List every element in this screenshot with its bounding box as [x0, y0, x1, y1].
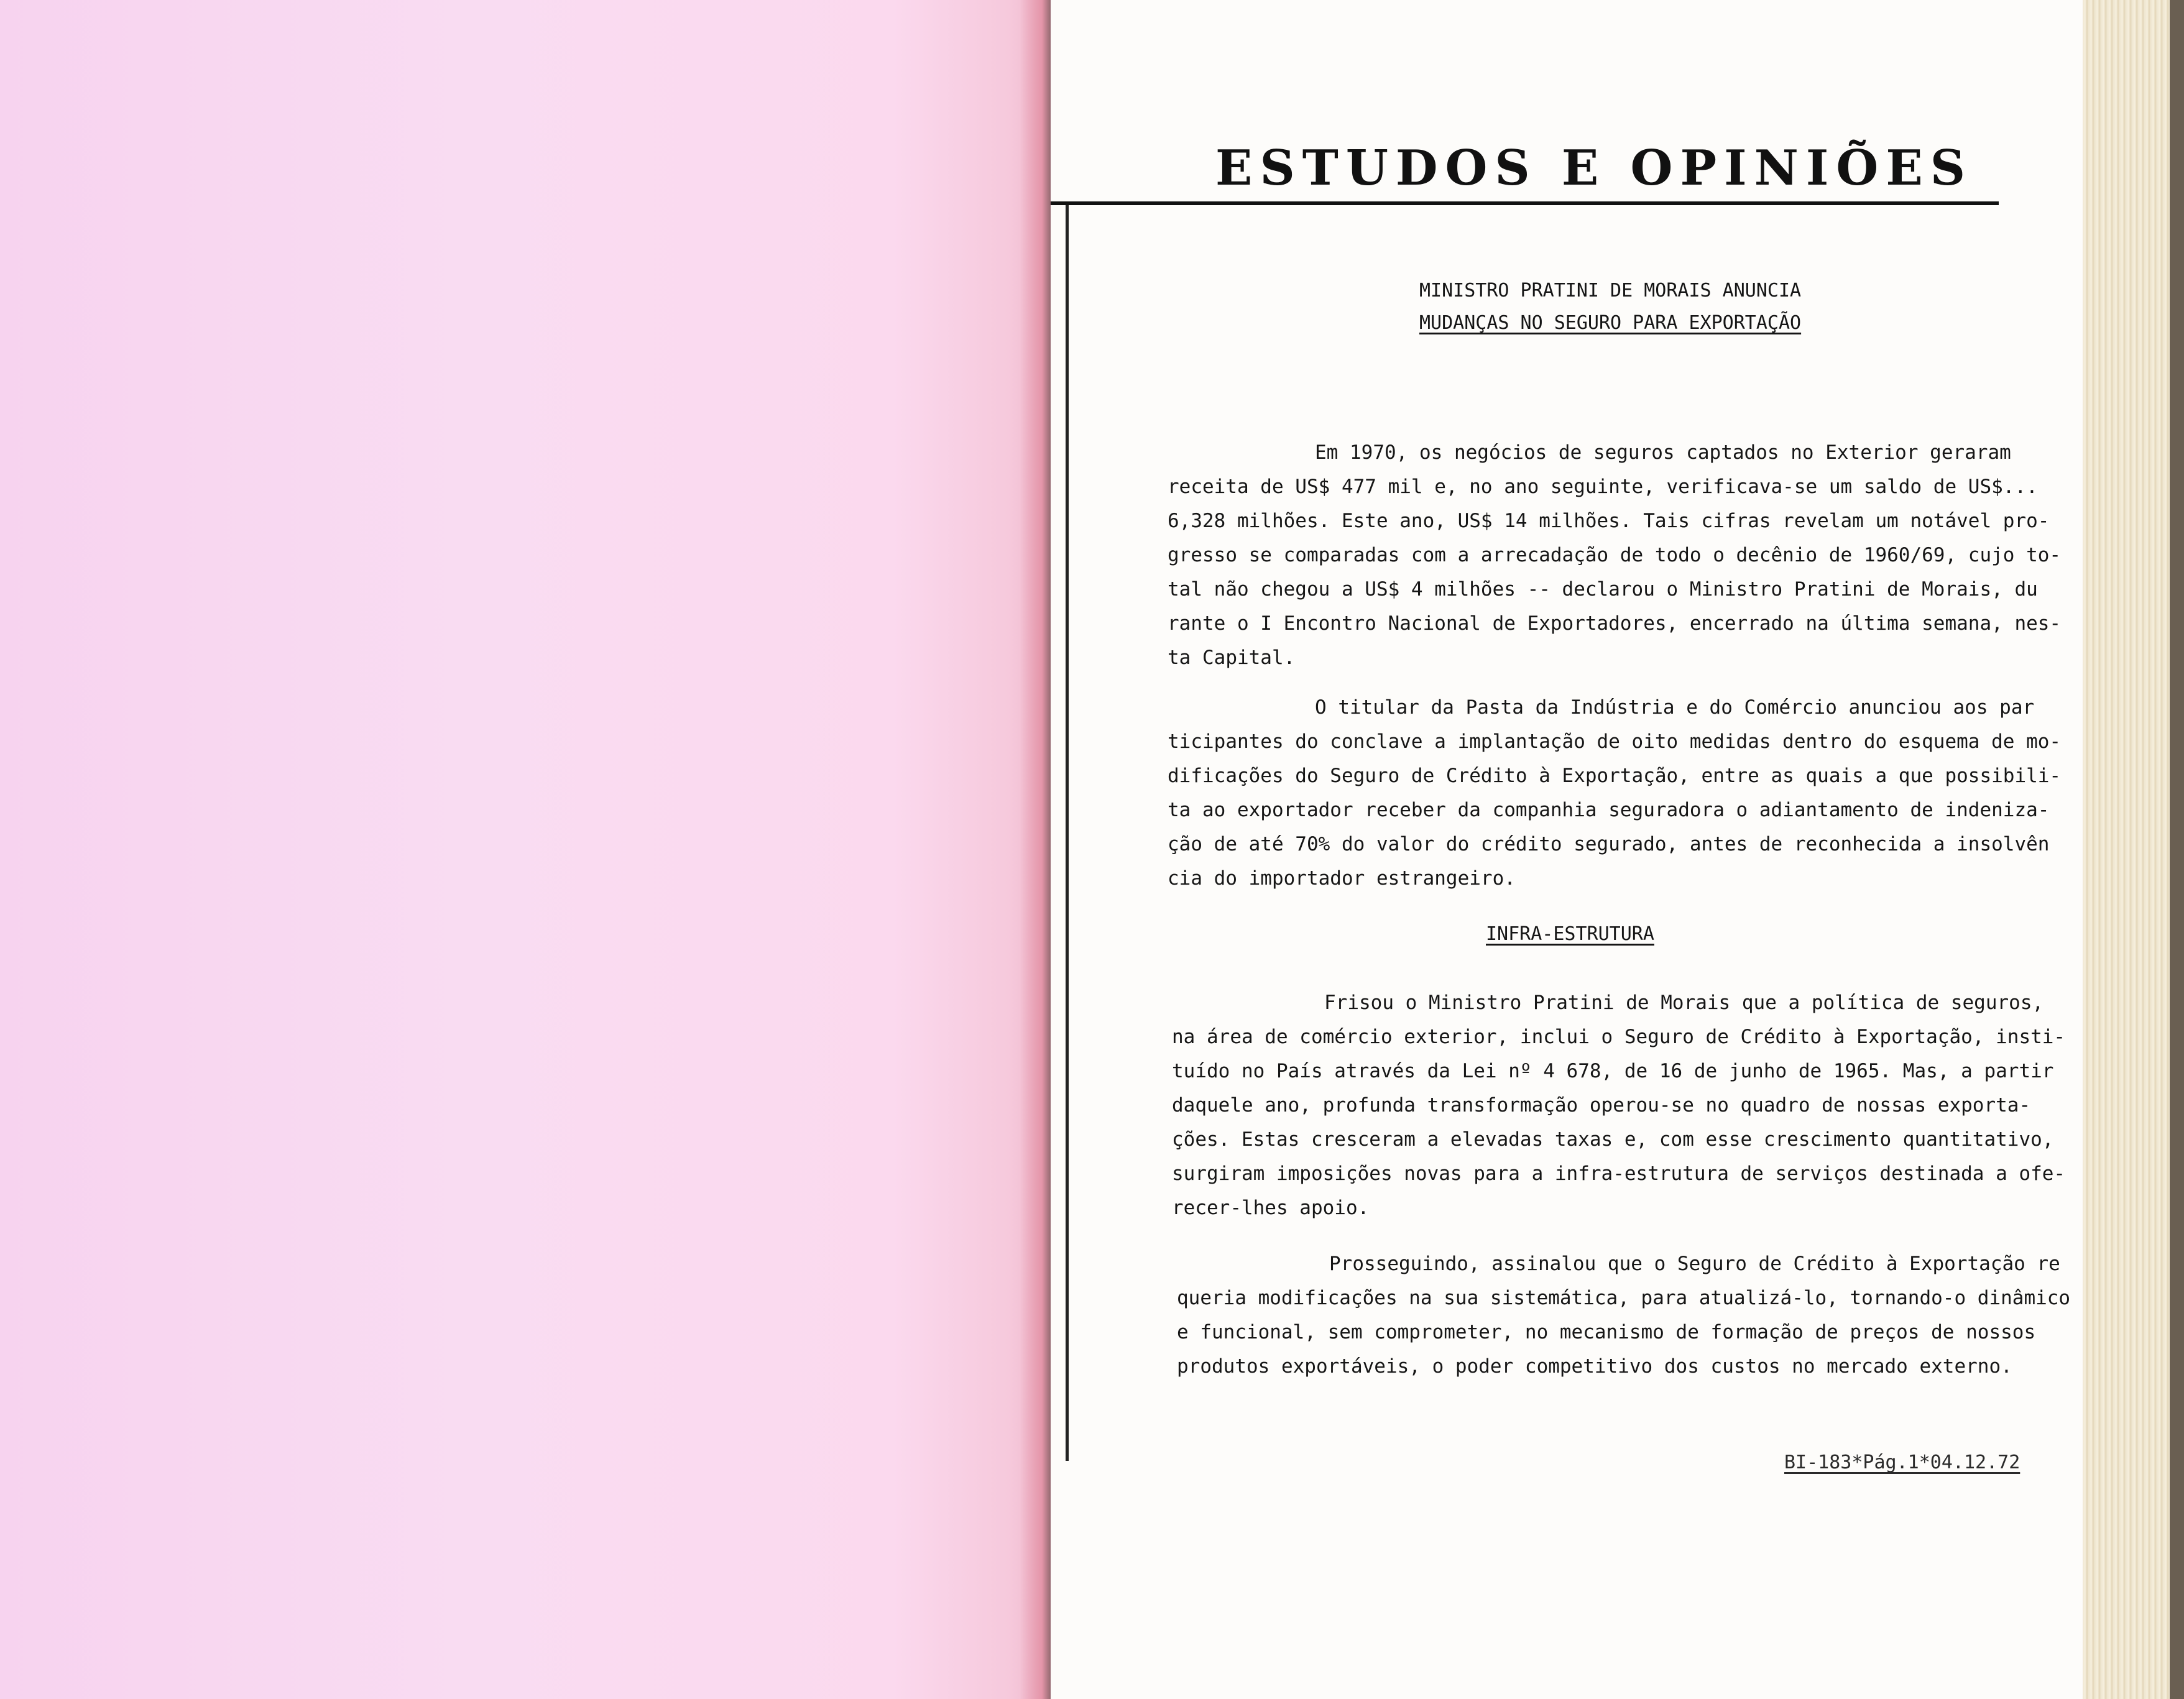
paragraph-3-line: recer-lhes apoio. [1172, 1197, 1370, 1219]
paragraph-2-line: ção de até 70% do valor do crédito segurado, antes de reconhecida a insolvên [1168, 833, 2050, 855]
blank-left-page [0, 0, 1051, 1699]
book-cover-edge [2170, 0, 2184, 1699]
headline-line-2: MUDANÇAS NO SEGURO PARA EXPORTAÇÃO [1419, 312, 1802, 334]
page-reference: BI-183*Pág.1*04.12.72 [1784, 1452, 2020, 1473]
paragraph-1-line: ta Capital. [1168, 647, 1296, 669]
paragraph-2-line: ticipantes do conclave a implantação de oito medidas dentro do esquema de mo- [1168, 730, 2062, 753]
paragraph-3-line: Frisou o Ministro Pratini de Morais que a política de seguros, [1324, 992, 2044, 1014]
paragraph-2-line: ta ao exportador receber da companhia seguradora o adiantamento de indeniza- [1168, 799, 2050, 821]
paragraph-3-line: surgiram imposições novas para a infra-estrutura de serviços destinada a ofe- [1172, 1163, 2066, 1185]
paragraph-1-line: rante o I Encontro Nacional de Exportadores, encerrado na última semana, nes- [1168, 612, 2062, 635]
margin-rule [1066, 205, 1069, 1461]
paragraph-1-line: gresso se comparadas com a arrecadação de todo o decênio de 1960/69, cujo to- [1168, 544, 2062, 566]
paragraph-4-line: e funcional, sem comprometer, no mecanismo de formação de preços de nossos [1177, 1321, 2036, 1343]
paragraph-1-line: Em 1970, os negócios de seguros captados no Exterior geraram [1315, 441, 2011, 464]
paragraph-1-line: 6,328 milhões. Este ano, US$ 14 milhões. Tais cifras revelam um notável pro- [1168, 510, 2050, 532]
title-rule [1051, 201, 1999, 205]
paragraph-4-line: queria modificações na sua sistemática, para atualizá-lo, tornando-o dinâmico [1177, 1287, 2071, 1309]
paragraph-4-line: produtos exportáveis, o poder competitivo dos custos no mercado externo. [1177, 1355, 2012, 1378]
paragraph-1-line: tal não chegou a US$ 4 milhões -- declarou o Ministro Pratini de Morais, du [1168, 578, 2038, 601]
page-edges [2083, 0, 2184, 1699]
paragraph-2-line: cia do importador estrangeiro. [1168, 867, 1516, 890]
subheading: INFRA-ESTRUTURA [1486, 923, 1654, 945]
paragraph-3-line: na área de comércio exterior, inclui o Seguro de Crédito à Exportação, insti- [1172, 1026, 2066, 1048]
section-title: ESTUDOS E OPINIÕES [1215, 140, 1973, 196]
headline-line-1: MINISTRO PRATINI DE MORAIS ANUNCIA [1419, 280, 1802, 302]
paragraph-3-line: ções. Estas cresceram a elevadas taxas e, com esse crescimento quantitativo, [1172, 1128, 2054, 1151]
paragraph-4-line: Prosseguindo, assinalou que o Seguro de Crédito à Exportação re [1329, 1253, 2060, 1275]
paragraph-3-line: tuído no País através da Lei nº 4 678, de 16 de junho de 1965. Mas, a partir [1172, 1060, 2054, 1082]
paragraph-3-line: daquele ano, profunda transformação operou-se no quadro de nossas exporta- [1172, 1094, 2031, 1117]
paragraph-2-line: O titular da Pasta da Indústria e do Comércio anunciou aos par [1315, 696, 2035, 719]
paragraph-1-line: receita de US$ 477 mil e, no ano seguinte, verificava-se um saldo de US$... [1168, 476, 2038, 498]
paragraph-2-line: dificações do Seguro de Crédito à Exportação, entre as quais a que possibili- [1168, 765, 2062, 787]
